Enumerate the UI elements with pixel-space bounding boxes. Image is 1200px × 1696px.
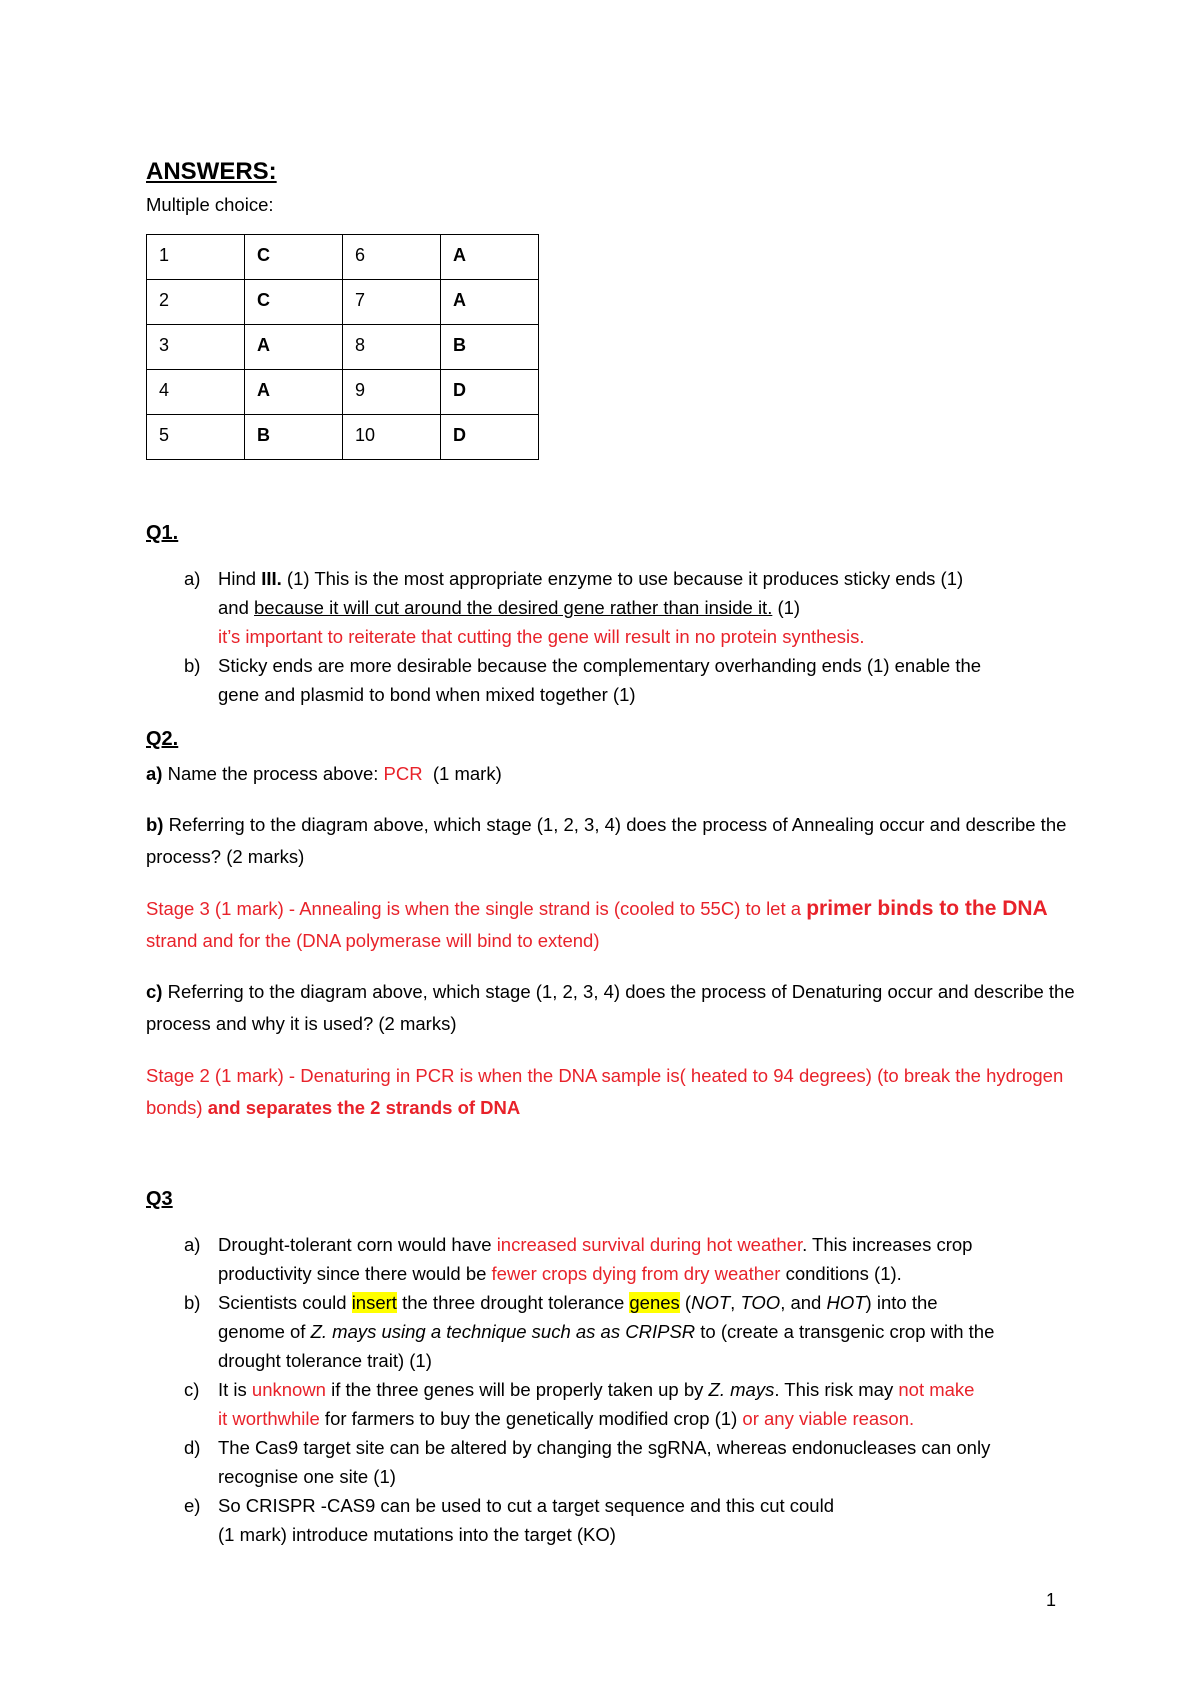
part-label: b) xyxy=(146,814,164,835)
q1-answers xyxy=(146,564,1076,709)
text: for farmers to buy the genetically modified crop (1) xyxy=(319,1408,743,1429)
text: productivity since there would be xyxy=(218,1263,492,1284)
text: and xyxy=(218,597,255,618)
answer-cell: D xyxy=(441,415,539,460)
q2-b-question xyxy=(146,809,1076,873)
answer-cell: B xyxy=(245,415,343,460)
text: (1 mark) introduce mutations into the target (KO) xyxy=(218,1524,616,1545)
answer-text: Stage 3 (1 mark) - Annealing is when the single strand is (cooled to 55C) to let a xyxy=(146,898,807,919)
page-number: 1 xyxy=(1046,1590,1057,1610)
answer-cell: C xyxy=(245,235,343,280)
table-row xyxy=(147,235,539,280)
q3-item-c xyxy=(146,1375,1076,1433)
q2-a xyxy=(146,758,1076,790)
answers-heading: ANSWERS: xyxy=(146,158,277,185)
text: (1) This is the most appropriate enzyme to use because it produces sticky ends (1) xyxy=(281,568,964,589)
q3-title: Q3 xyxy=(146,1188,173,1210)
text: to (create a transgenic crop with the xyxy=(695,1321,995,1342)
list-marker: b) xyxy=(184,655,201,676)
red-text: not make xyxy=(898,1379,975,1400)
multiple-choice-label: Multiple choice: xyxy=(146,194,274,215)
table-row xyxy=(147,415,539,460)
answer-bold-text: and separates the 2 strands of DNA xyxy=(207,1097,521,1118)
text: recognise one site (1) xyxy=(218,1466,396,1487)
text: conditions (1). xyxy=(780,1263,902,1284)
question-number-cell: 7 xyxy=(343,280,441,325)
part-label: a) xyxy=(146,763,163,784)
q1-item-a xyxy=(146,564,1076,651)
answer-cell: A xyxy=(245,370,343,415)
text: genome of xyxy=(218,1321,311,1342)
highlighted-text: genes xyxy=(629,1292,680,1313)
text: (1) xyxy=(772,597,801,618)
answer-cell: A xyxy=(441,235,539,280)
answer-cell: D xyxy=(441,370,539,415)
text: gene and plasmid to bond when mixed together (1) xyxy=(218,684,636,705)
question-number-cell: 10 xyxy=(343,415,441,460)
list-marker: e) xyxy=(184,1495,201,1516)
text: Referring to the diagram above, which stage (1, 2, 3, 4) does the process of Annealing occur and describe the process? (2 marks) xyxy=(146,814,1067,867)
question-number-cell: 1 xyxy=(147,235,245,280)
table-row xyxy=(147,280,539,325)
text: Sticky ends are more desirable because the complementary overhanding ends (1) enable the xyxy=(218,655,982,676)
multiple-choice-table xyxy=(146,234,539,460)
text: Name the process above: xyxy=(162,763,384,784)
q2-title: Q2. xyxy=(146,728,179,750)
text: (1 mark) xyxy=(422,763,502,784)
q3-item-a xyxy=(146,1230,1076,1288)
q1-item-b xyxy=(146,651,1076,709)
list-marker: d) xyxy=(184,1437,201,1458)
list-marker: b) xyxy=(184,1292,201,1313)
part-label: c) xyxy=(146,981,163,1002)
q2-b-answer xyxy=(146,893,1076,957)
q2-c-question xyxy=(146,976,1076,1040)
text: Hind xyxy=(218,568,262,589)
answer-bold-text: primer binds to the DNA xyxy=(806,897,1048,920)
q3-item-e xyxy=(146,1491,1076,1549)
text: . This risk may xyxy=(774,1379,899,1400)
red-text: unknown xyxy=(251,1379,326,1400)
text: The Cas9 target site can be altered by changing the sgRNA, whereas endonucleases can only xyxy=(218,1437,991,1458)
list-marker: c) xyxy=(184,1379,200,1400)
text: ( xyxy=(679,1292,692,1313)
italic-text: Z. mays using a technique such as as CRIPSR xyxy=(310,1321,696,1342)
text: Scientists could xyxy=(218,1292,352,1313)
question-number-cell: 8 xyxy=(343,325,441,370)
answer-text: strand and for the (DNA polymerase will bind to extend) xyxy=(146,930,600,951)
text: . This increases crop xyxy=(802,1234,973,1255)
list-marker: a) xyxy=(184,1234,201,1255)
q3-answers xyxy=(146,1230,1076,1549)
q3-item-d xyxy=(146,1433,1076,1491)
table-row xyxy=(147,370,539,415)
question-number-cell: 5 xyxy=(147,415,245,460)
underlined-text: because it will cut around the desired gene rather than inside it. xyxy=(254,597,773,618)
table-row xyxy=(147,325,539,370)
text: if the three genes will be properly taken up by xyxy=(325,1379,709,1400)
answer-text: Stage 2 (1 mark) - Denaturing in PCR is when the DNA sample is( heated to 94 degrees) (to break the hydrogen bonds) xyxy=(146,1065,1064,1118)
red-note: it’s important to reiterate that cutting the gene will result in no protein synthesis. xyxy=(218,626,865,647)
red-text: it worthwhile xyxy=(218,1408,320,1429)
text: It is xyxy=(218,1379,252,1400)
text: So CRISPR -CAS9 can be used to cut a target sequence and this cut could xyxy=(218,1495,834,1516)
text: Referring to the diagram above, which stage (1, 2, 3, 4) does the process of Denaturing occur and describe the process and why it is used? (2 marks) xyxy=(146,981,1075,1034)
red-text: fewer crops dying from dry weather xyxy=(491,1263,781,1284)
question-number-cell: 4 xyxy=(147,370,245,415)
answer-cell: B xyxy=(441,325,539,370)
answer-cell: A xyxy=(245,325,343,370)
q1-title: Q1. xyxy=(146,522,179,544)
text: , and xyxy=(780,1292,827,1313)
text: , xyxy=(730,1292,741,1313)
italic-text: Z. mays xyxy=(708,1379,775,1400)
question-number-cell: 6 xyxy=(343,235,441,280)
q3-item-b xyxy=(146,1288,1076,1375)
italic-text: TOO xyxy=(740,1292,781,1313)
list-marker: a) xyxy=(184,568,201,589)
answer-cell: A xyxy=(441,280,539,325)
text: the three drought tolerance xyxy=(396,1292,630,1313)
red-text: increased survival during hot weather xyxy=(496,1234,803,1255)
highlighted-text: insert xyxy=(351,1292,397,1313)
text: III. xyxy=(261,568,282,589)
text: Drought-tolerant corn would have xyxy=(218,1234,497,1255)
italic-text: NOT xyxy=(691,1292,731,1313)
question-number-cell: 2 xyxy=(147,280,245,325)
italic-text: HOT xyxy=(826,1292,866,1313)
red-text: or any viable reason. xyxy=(742,1408,915,1429)
answer-text: PCR xyxy=(383,763,423,784)
q2-c-answer xyxy=(146,1060,1076,1124)
answer-cell: C xyxy=(245,280,343,325)
text: drought tolerance trait) (1) xyxy=(218,1350,432,1371)
text: ) into the xyxy=(865,1292,938,1313)
question-number-cell: 3 xyxy=(147,325,245,370)
question-number-cell: 9 xyxy=(343,370,441,415)
